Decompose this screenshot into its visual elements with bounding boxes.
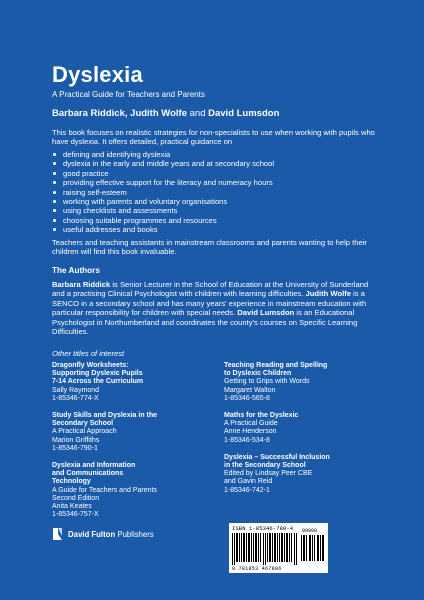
other-titles-heading: Other titles of interest	[52, 349, 125, 358]
book-entry-title: Secondary School	[52, 420, 114, 428]
bio-name: David Lumsdon	[237, 308, 295, 318]
book-entry-isbn: 1-85346-790-1	[52, 444, 98, 452]
isbn-text: ISBN 1-85346-780-4	[232, 525, 294, 532]
list-item: working with parents and voluntary organisations	[52, 197, 372, 206]
book-entry-title: Dyslexia – Successful Inclusion	[224, 453, 330, 461]
closing-paragraph: Teachers and teaching assistants in mainstream classrooms and parents wanting to help their children will find this book invaluable.	[52, 238, 367, 257]
bio-text: is Senior Lecturer in the School of Education at the University of Sunderland and a practising Clinical Psychologist with children with learning difficulties.	[52, 280, 369, 299]
book-entry-line: and Gavin Reid	[224, 478, 273, 486]
author-names	[52, 108, 279, 119]
list-item: using checklists and assessments	[52, 206, 372, 215]
book-entry-line: Margaret Walton	[224, 386, 276, 394]
book-entry-title: Maths for the Dyslexic	[224, 412, 299, 420]
bio-text: is a SENCO in a secondary school and has many years' experience in mainstream education with particular responsibility for children with special needs.	[52, 289, 367, 318]
other-titles-left-column	[52, 362, 202, 528]
publisher-emblem-icon	[52, 527, 63, 541]
barcode-number: 9 781853 467806	[232, 566, 282, 572]
book-title: Dyslexia	[52, 62, 143, 87]
book-entry-line: Getting to Grips with Words	[224, 378, 310, 386]
barcode-addon-bars	[301, 533, 325, 561]
book-entry	[52, 462, 202, 519]
book-subtitle: A Practical Guide for Teachers and Parents	[52, 90, 205, 99]
book-entry-title: Dragonfly Worksheets:	[52, 362, 129, 369]
book-entry	[224, 362, 374, 403]
book-entry-title: Teaching Reading and Spelling	[224, 362, 328, 369]
list-item: defining and identifying dyslexia	[52, 150, 372, 159]
bio-text: is an Educational Psychologist in Northumberland and coordinates the county's courses on Specific Learning Difficulties.	[52, 308, 358, 337]
authors-heading: The Authors	[52, 266, 100, 275]
publisher-name-main: David Fulton	[68, 529, 116, 539]
book-entry-isbn: 1-85346-742-1	[224, 486, 270, 494]
book-entry-isbn: 1-85346-565-8	[224, 394, 270, 402]
authors-bio	[52, 280, 382, 336]
book-entry	[224, 412, 374, 445]
isbn-barcode	[229, 523, 328, 573]
book-entry-line: Edited by Lindsay Peer CBE	[224, 470, 313, 478]
list-item: providing effective support for the literacy and numeracy hours	[52, 178, 372, 187]
book-entry-line: Sally Raymond	[52, 386, 100, 394]
author-name: Barbara Riddick	[52, 108, 125, 119]
book-entry-title: and Communications	[52, 470, 124, 478]
book-entry-title: Supporting Dyslexic Pupils	[52, 370, 143, 378]
book-entry-line: A Guide for Teachers and Parents	[52, 486, 157, 494]
book-entry-title: Dyslexia and Information	[52, 462, 136, 470]
book-entry-isbn: 1-85346-774-X	[52, 394, 99, 402]
book-entry-line: A Practical Guide	[224, 420, 278, 428]
publisher-name	[68, 530, 154, 539]
bio-name: Barbara Riddick	[52, 280, 111, 289]
other-titles-right-column	[224, 362, 374, 504]
book-entry-isbn: 1-85346-757-X	[52, 511, 99, 519]
book-entry-title: to Dyslexic Children	[224, 370, 292, 378]
book-entry	[52, 412, 202, 453]
bio-name: Judith Wolfe	[305, 289, 351, 299]
guidance-list	[52, 150, 372, 235]
book-entry-line: Marion Griffiths	[52, 436, 100, 444]
book-entry-title: 7-14 Across the Curriculum	[52, 378, 144, 386]
barcode-addon-number: 90000	[302, 528, 318, 534]
publisher-name-suffix: Publishers	[115, 529, 154, 539]
book-entry-isbn: 1-85346-534-8	[224, 436, 270, 444]
book-entry-line: Anne Henderson	[224, 428, 277, 436]
author-separator: ,	[124, 108, 131, 119]
book-entry-title: Study Skills and Dyslexia in the	[52, 412, 158, 420]
book-entry	[52, 362, 202, 403]
list-item: useful addresses and books	[52, 225, 372, 234]
list-item: raising self-esteem	[52, 188, 372, 197]
book-entry-line: Anita Keates	[52, 503, 92, 511]
author-name: Judith Wolfe	[130, 108, 187, 119]
author-separator: and	[186, 108, 209, 119]
intro-paragraph: This book focuses on realistic strategies for non-specialists to use when working with pupils who have dyslexia. It offers detailed, practical guidance on	[52, 128, 375, 147]
book-entry-title: in the Secondary School	[224, 462, 306, 470]
list-item: dyslexia in the early and middle years and at secondary school	[52, 159, 372, 168]
book-entry	[224, 454, 374, 495]
publisher-logo	[52, 527, 154, 541]
list-item: good practice	[52, 169, 372, 178]
list-item: choosing suitable programmes and resources	[52, 216, 372, 225]
author-name: David Lumsdon	[208, 108, 280, 119]
book-entry-line: Second Edition	[52, 494, 100, 502]
barcode-bars	[232, 533, 298, 565]
book-entry-title: Technology	[52, 478, 91, 486]
book-entry-line: A Practical Approach	[52, 428, 117, 436]
